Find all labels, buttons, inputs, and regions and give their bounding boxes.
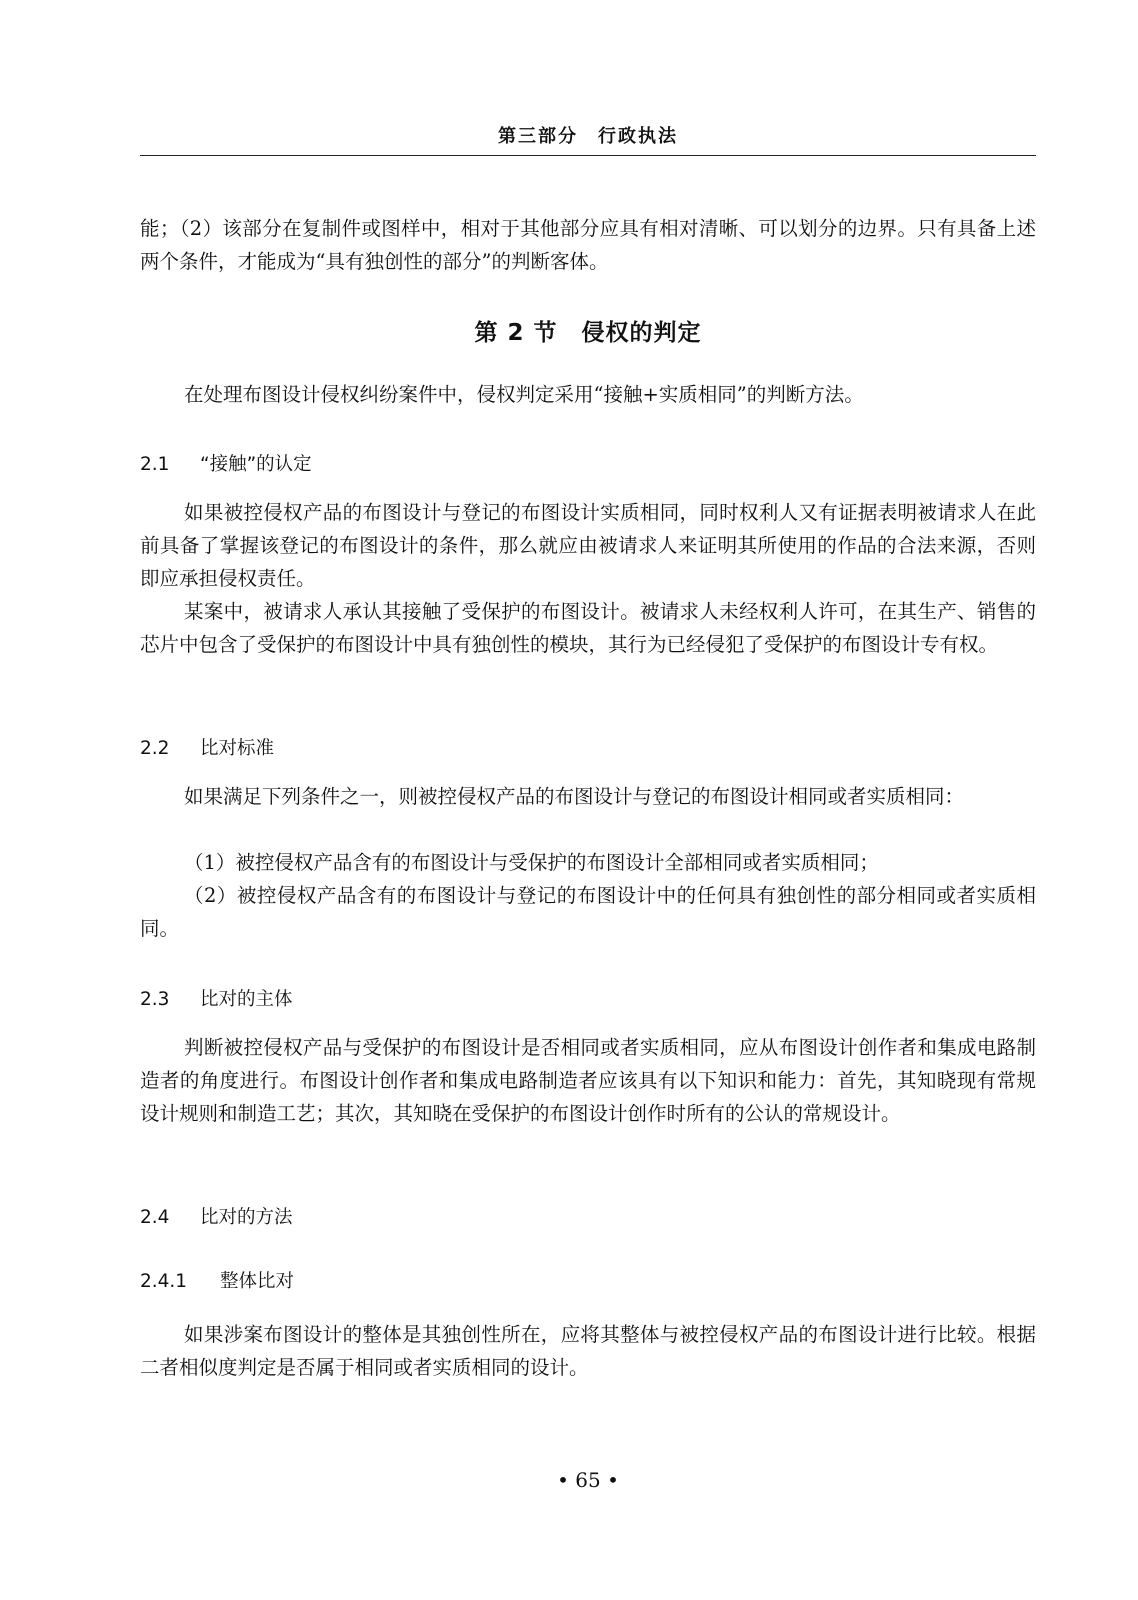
subheading-number: 2.2 xyxy=(140,738,170,759)
running-header: 第三部分 行政执法 xyxy=(498,126,678,147)
header-rule xyxy=(140,155,1036,156)
section-title: 第 2 节 侵权的判定 xyxy=(474,320,702,346)
paragraph-2-1-a: 如果被控侵权产品的布图设计与登记的布图设计实质相同，同时权利人又有证据表明被请求人在此前具备了掌握该登记的布图设计的条件，那么就应由被请求人来证明其所使用的作品的合法来源，否则即应承担侵权责任。 xyxy=(140,501,1036,590)
page-number: • 65 • xyxy=(557,1468,619,1492)
paragraph-2-1-b: 某案中，被请求人承认其接触了受保护的布图设计。被请求人未经权利人许可，在其生产、销售的芯片中包含了受保护的布图设计中具有独创性的模块，其行为已经侵犯了受保护的布图设计专有权。 xyxy=(140,600,1036,656)
subheading-2-1 xyxy=(140,450,1036,480)
list-item-2-2-2: （2）被控侵权产品含有的布图设计与登记的布图设计中的任何具有独创性的部分相同或者实质相同。 xyxy=(140,884,1036,940)
subheading-number: 2.4 xyxy=(140,1207,170,1228)
subheading-number: 2.3 xyxy=(140,989,170,1010)
paragraph-continuation: 能；（2）该部分在复制件或图样中，相对于其他部分应具有相对清晰、可以划分的边界。只有具备上述两个条件，才能成为“具有独创性的部分”的判断客体。 xyxy=(140,217,1036,273)
subheading-2-4 xyxy=(140,1203,1036,1233)
subheading-title: 比对的主体 xyxy=(200,989,293,1010)
subheading-number: 2.1 xyxy=(140,454,170,475)
subheading-2-2 xyxy=(140,734,1036,764)
subheading-title: “接触”的认定 xyxy=(200,454,312,475)
paragraph-2-2-a: 如果满足下列条件之一，则被控侵权产品的布图设计与登记的布图设计相同或者实质相同： xyxy=(184,785,965,808)
subheading-title: 整体比对 xyxy=(220,1271,295,1292)
paragraph-2-4-1: 如果涉案布图设计的整体是其独创性所在，应将其整体与被控侵权产品的布图设计进行比较。根据二者相似度判定是否属于相同或者实质相同的设计。 xyxy=(140,1323,1036,1379)
subheading-number: 2.4.1 xyxy=(140,1271,188,1292)
paragraph-intro: 在处理布图设计侵权纠纷案件中，侵权判定采用“接触+实质相同”的判断方法。 xyxy=(184,383,864,406)
subheading-title: 比对的方法 xyxy=(200,1207,293,1228)
list-item-2-2-1: （1）被控侵权产品含有的布图设计与受保护的布图设计全部相同或者实质相同； xyxy=(184,851,879,874)
paragraph-2-3: 判断被控侵权产品与受保护的布图设计是否相同或者实质相同，应从布图设计创作者和集成电路制造者的角度进行。布图设计创作者和集成电路制造者应该具有以下知识和能力：首先，其知晓现有常规设计规则和制造工艺；其次，其知晓在受保护的布图设计创作时所有的公认的常规设计。 xyxy=(140,1036,1036,1125)
subheading-title: 比对标准 xyxy=(200,738,275,759)
subheading-2-4-1 xyxy=(140,1267,1036,1297)
subheading-2-3 xyxy=(140,985,1036,1015)
